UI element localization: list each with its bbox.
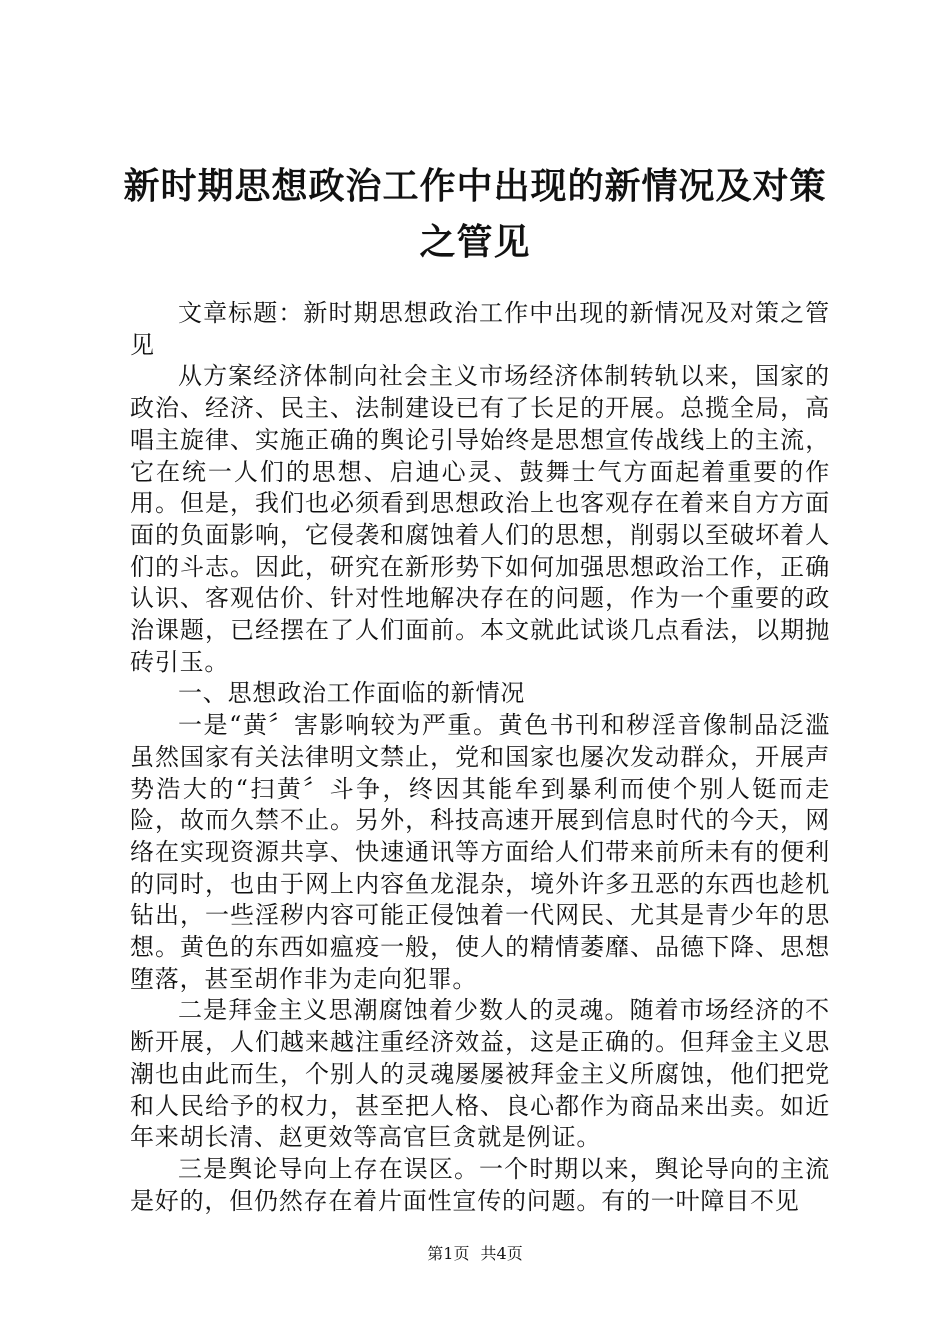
page-total: 共4页 xyxy=(480,1244,523,1263)
page-footer xyxy=(0,1244,950,1264)
document-title: 新时期思想政治工作中出现的新情况及对策之管见 xyxy=(123,165,827,263)
document-body xyxy=(130,298,830,1217)
paragraph-point-two: 二是拜金主义思潮腐蚀着少数人的灵魂。随着市场经济的不断开展，人们越来越注重经济效益，这是正确的。但拜金主义思潮也由此而生，个别人的灵魂屡屡被拜金主义所腐蚀，他们把党和人民给予的权力，甚至把人格、良心都作为商品来出卖。如近年来胡长清、赵更效等高官巨贪就是例证。 xyxy=(130,996,830,1152)
page-number: 第1页 xyxy=(427,1244,470,1263)
paragraph-article-title: 文章标题：新时期思想政治工作中出现的新情况及对策之管见 xyxy=(130,299,830,359)
paragraph-intro: 从方案经济体制向社会主义市场经济体制转轨以来，国家的政治、经济、民主、法制建设已有了长足的开展。总揽全局，高唱主旋律、实施正确的舆论引导始终是思想宣传战线上的主流，它在统一人们的思想、启迪心灵、鼓舞士气方面起着重要的作用。但是，我们也必须看到思想政治上也客观存在着来自方方面面的负面影响，它侵袭和腐蚀着人们的思想，削弱以至破坏着人们的斗志。因此，研究在新形势下如何加强思想政治工作，正确认识、客观估价、针对性地解决存在的问题，作为一个重要的政治课题，已经摆在了人们面前。本文就此试谈几点看法，以期抛砖引玉。 xyxy=(130,362,830,676)
paragraph-point-three: 三是舆论导向上存在误区。一个时期以来，舆论导向的主流是好的，但仍然存在着片面性宣传的问题。有的一叶障目不见 xyxy=(130,1154,830,1215)
paragraph-point-one: 一是“黄〞害影响较为严重。黄色书刊和秽淫音像制品泛滥虽然国家有关法律明文禁止，党和国家也屡次发动群众，开展声势浩大的“扫黄〞斗争，终因其能牟到暴利而使个别人铤而走险，故而久禁不止。另外，科技高速开展到信息时代的今天，网络在实现资源共享、快速通讯等方面给人们带来前所未有的便利的同时，也由于网上内容鱼龙混杂，境外许多丑恶的东西也趁机钻出，一些淫秽内容可能正侵蚀着一代网民、尤其是青少年的思想。黄色的东西如瘟疫一般，使人的精情萎靡、品德下降、思想堕落，甚至胡作非为走向犯罪。 xyxy=(130,711,830,993)
section-heading: 一、思想政治工作面临的新情况 xyxy=(178,679,526,708)
